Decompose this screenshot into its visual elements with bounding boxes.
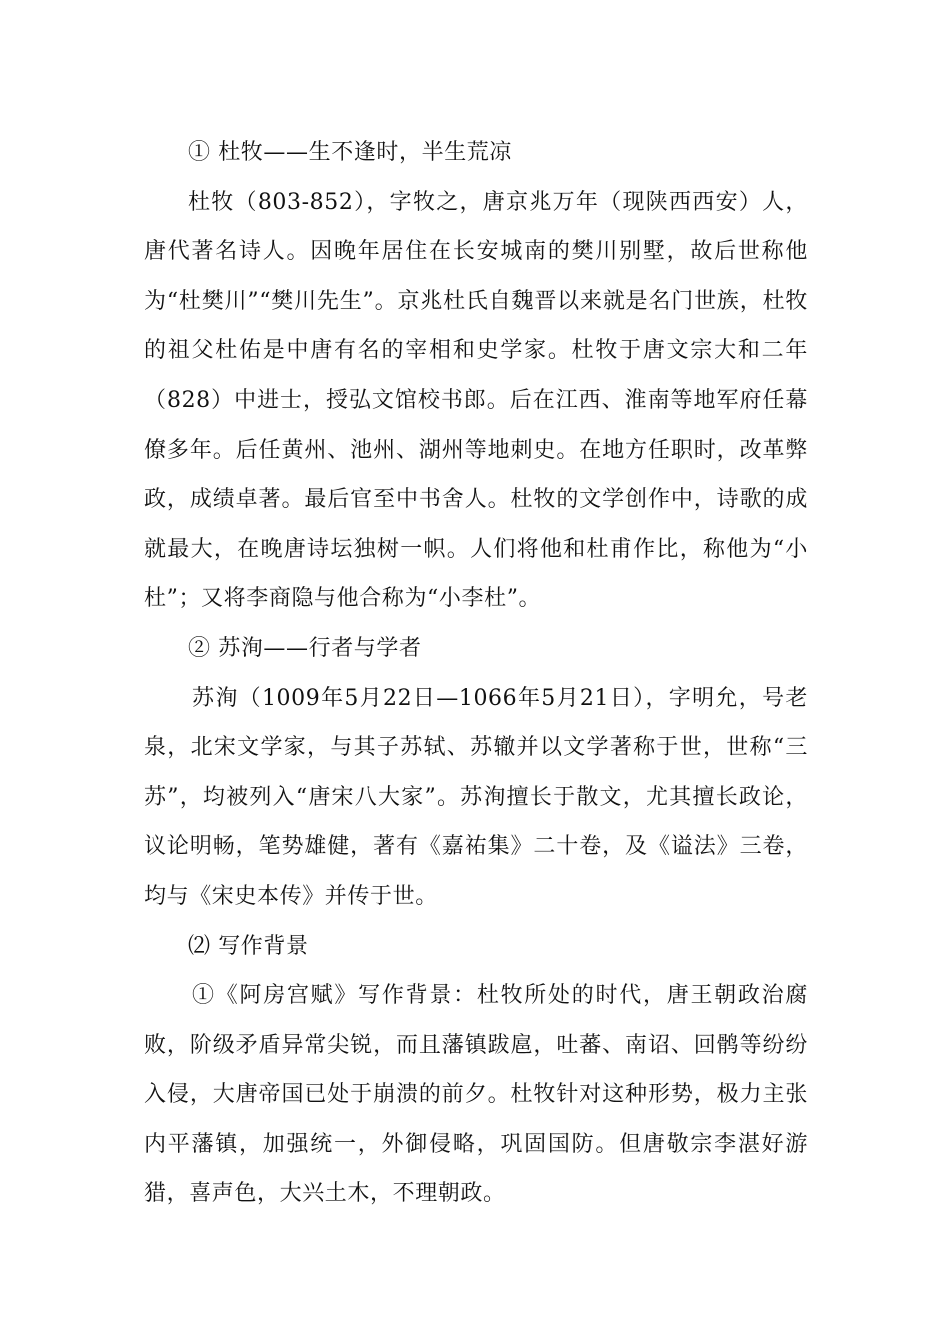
heading-writing-background: ⑵ 写作背景 [188, 933, 309, 959]
heading-su-xun: ② 苏洵——行者与学者 [188, 635, 422, 661]
paragraph-du-mu-bio: 杜牧（803-852），字牧之，唐京兆万年（现陕西西安）人，唐代著名诗人。因晚年居住在长安城南的樊川别墅，故后世称他为“杜樊川”“樊川先生”。京兆杜氏自魏晋以来就是名门世族，杜牧的祖父杜佑是中唐有名的宰相和史学家。杜牧于唐文宗大和二年（828）中进士，授弘文馆校书郎。后在江西、淮南等地军府任幕僚多年。后任黄州、池州、湖州等地刺史。在地方任职时，改革弊政，成绩卓著。最后官至中书舍人。杜牧的文学创作中，诗歌的成就最大，在晚唐诗坛独树一帜。人们将他和杜甫作比，称他为“小杜”；又将李商隐与他合称为“小李杜”。 [144, 189, 808, 612]
document-body [144, 128, 808, 1219]
heading-du-mu: ① 杜牧——生不逢时，半生荒凉 [188, 140, 512, 165]
paragraph-writing-background: ①《阿房宫赋》写作背景：杜牧所处的时代，唐王朝政治腐败，阶级矛盾异常尖锐，而且藩镇跋扈，吐蕃、南诏、回鹘等纷纷入侵，大唐帝国已处于崩溃的前夕。杜牧针对这种形势，极力主张内平藩镇，加强统一，外御侵略，巩固国防。但唐敬宗李湛好游猎，喜声色，大兴土木，不理朝政。 [144, 983, 808, 1207]
paragraph-su-xun-bio: 苏洵（1009年5月22日—1066年5月21日），字明允，号老泉，北宋文学家，与其子苏轼、苏辙并以文学著称于世，世称“三苏”，均被列入“唐宋八大家”。苏洵擅长于散文，尤其擅长政论，议论明畅，笔势雄健，著有《嘉祐集》二十卷，及《谥法》三卷，均与《宋史本传》并传于世。 [144, 685, 808, 909]
